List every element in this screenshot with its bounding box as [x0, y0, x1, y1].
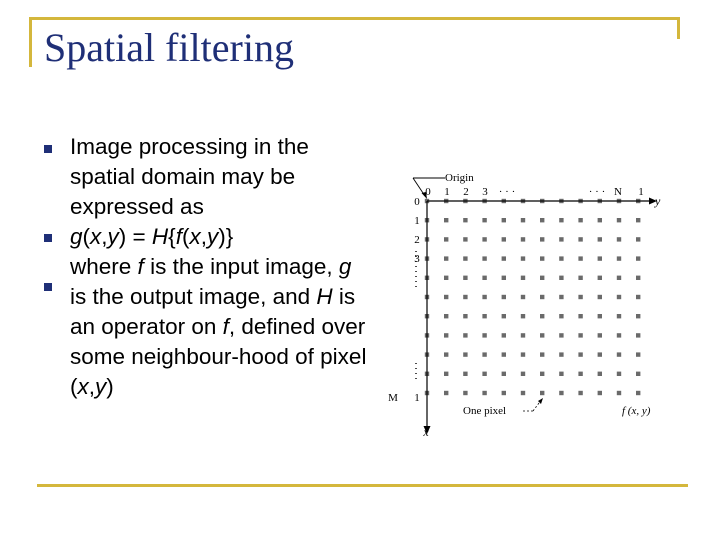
pixel-dot	[540, 333, 544, 337]
pixel-dot	[578, 276, 582, 280]
pixel-dot	[617, 218, 621, 222]
pixel-dot	[482, 391, 486, 395]
pixel-dot	[578, 295, 582, 299]
left-tick-label: 1	[414, 392, 420, 404]
pixel-dot	[559, 237, 563, 241]
one-pixel-label: One pixel	[463, 405, 507, 417]
bullet-list	[70, 132, 370, 402]
pixel-dot	[617, 391, 621, 395]
top-tick-label: 1	[638, 186, 644, 198]
pixel-dot	[617, 314, 621, 318]
pixel-dot	[463, 256, 467, 260]
pixel-dot	[521, 391, 525, 395]
bullet-text: where f is the input image, g is the output image, and H is an operator on f, defined over some neighbour-hood of pixel (x,y)	[70, 254, 367, 399]
pixel-dot	[463, 372, 467, 376]
top-tick-label: 0	[425, 186, 431, 198]
pixel-dot	[540, 372, 544, 376]
pixel-dot	[636, 237, 640, 241]
pixel-dot	[578, 391, 582, 395]
pixel-dot	[617, 256, 621, 260]
pixel-dot	[482, 237, 486, 241]
fxy-label: f (x, y)	[622, 405, 651, 417]
left-tick-label: M	[388, 392, 398, 404]
bullet-equation: g(x,y) = H{f(x,y)}	[70, 224, 234, 249]
top-tick-label: 2	[463, 186, 469, 198]
pixel-dot	[502, 256, 506, 260]
pixel-dot	[578, 333, 582, 337]
top-tick-label: N	[614, 186, 622, 198]
pixel-dot	[521, 333, 525, 337]
pixel-dot	[444, 237, 448, 241]
pixel-dot	[559, 333, 563, 337]
pixel-dot	[502, 237, 506, 241]
pixel-dot	[598, 391, 602, 395]
pixel-dot	[444, 218, 448, 222]
pixel-dot	[463, 333, 467, 337]
pixel-dot	[540, 391, 544, 395]
diagram-axes	[413, 178, 657, 434]
pixel-dot	[521, 276, 525, 280]
pixel-dot	[521, 352, 525, 356]
x-axis-label: x	[423, 425, 429, 439]
pixel-dot	[482, 372, 486, 376]
pixel-dot	[482, 333, 486, 337]
pixel-dot	[502, 314, 506, 318]
pixel-dot	[502, 372, 506, 376]
bottom-rule	[37, 484, 688, 487]
pixel-dot	[540, 237, 544, 241]
pixel-dot	[540, 352, 544, 356]
pixel-dot	[463, 276, 467, 280]
pixel-dot	[444, 295, 448, 299]
pixel-dot	[578, 237, 582, 241]
pixel-dot	[540, 295, 544, 299]
bullet-marker	[44, 234, 52, 242]
pixel-dot	[578, 314, 582, 318]
pixel-dot	[482, 218, 486, 222]
origin-label: Origin	[445, 172, 474, 184]
pixel-dot	[559, 352, 563, 356]
pixel-dot	[559, 314, 563, 318]
top-tick-label: 1	[444, 186, 450, 198]
pixel-dot-grid	[425, 199, 641, 395]
bullet-marker	[44, 145, 52, 153]
pixel-dot	[463, 237, 467, 241]
pixel-dot	[463, 352, 467, 356]
pixel-dot	[617, 333, 621, 337]
pixel-dot	[559, 372, 563, 376]
pixel-dot	[502, 218, 506, 222]
pixel-dot	[482, 276, 486, 280]
pixel-dot	[444, 276, 448, 280]
pixel-dot	[578, 372, 582, 376]
pixel-dot	[540, 314, 544, 318]
pixel-dot	[502, 333, 506, 337]
pixel-dot	[502, 295, 506, 299]
pixel-dot	[598, 218, 602, 222]
pixel-dot	[636, 391, 640, 395]
pixel-dot	[578, 218, 582, 222]
pixel-dot	[444, 372, 448, 376]
pixel-dot	[598, 256, 602, 260]
pixel-dot	[636, 372, 640, 376]
pixel-dot	[636, 256, 640, 260]
pixel-dot	[482, 256, 486, 260]
bullet-text: Image processing in the spatial domain may be expressed as	[70, 134, 309, 219]
pixel-dot	[617, 352, 621, 356]
pixel-grid-diagram	[383, 163, 668, 448]
pixel-dot	[598, 372, 602, 376]
pixel-dot	[482, 314, 486, 318]
pixel-dot	[444, 256, 448, 260]
pixel-dot	[540, 256, 544, 260]
pixel-dot	[540, 218, 544, 222]
left-border-line	[29, 17, 32, 67]
pixel-dot	[636, 352, 640, 356]
pixel-dot	[598, 333, 602, 337]
pixel-dot	[617, 237, 621, 241]
pixel-dot	[617, 372, 621, 376]
pixel-dot	[617, 295, 621, 299]
pixel-dot	[463, 218, 467, 222]
pixel-dot	[521, 314, 525, 318]
bullet-marker	[44, 283, 52, 291]
pixel-dot	[521, 256, 525, 260]
pixel-dot	[636, 333, 640, 337]
pixel-dot	[598, 352, 602, 356]
top-tick-label: 3	[482, 186, 488, 198]
pixel-dot	[578, 352, 582, 356]
top-tick-label: · · ·	[498, 186, 516, 198]
pixel-dot	[617, 276, 621, 280]
right-border-tick	[677, 17, 680, 39]
pixel-dot	[444, 391, 448, 395]
pixel-dot	[559, 295, 563, 299]
pixel-dot	[636, 314, 640, 318]
pixel-dot	[521, 237, 525, 241]
pixel-dot	[559, 276, 563, 280]
pixel-dot	[598, 295, 602, 299]
pixel-dot	[559, 391, 563, 395]
pixel-dot	[444, 333, 448, 337]
pixel-dot	[598, 276, 602, 280]
top-border-line	[29, 17, 679, 20]
pixel-dot	[463, 314, 467, 318]
pixel-dot	[502, 391, 506, 395]
pixel-dot	[482, 295, 486, 299]
pixel-dot	[444, 314, 448, 318]
pixel-dot	[521, 372, 525, 376]
left-tick-label: 2	[414, 234, 420, 246]
pixel-dot	[636, 295, 640, 299]
top-tick-label: · · ·	[588, 186, 606, 198]
y-axis-label: y	[655, 194, 661, 208]
pixel-dot	[559, 256, 563, 260]
pixel-dot	[636, 276, 640, 280]
left-tick-label: 1	[414, 215, 420, 227]
pixel-dot	[540, 276, 544, 280]
pixel-dot	[598, 314, 602, 318]
pixel-dot	[578, 256, 582, 260]
pixel-dot	[636, 218, 640, 222]
pixel-dot	[463, 295, 467, 299]
pixel-dot	[463, 391, 467, 395]
pixel-dot	[482, 352, 486, 356]
pixel-dot	[521, 218, 525, 222]
pixel-dot	[444, 352, 448, 356]
pixel-dot	[559, 218, 563, 222]
left-tick-label: 0	[414, 196, 420, 208]
pixel-dot	[598, 237, 602, 241]
pixel-dot	[502, 276, 506, 280]
diagram-labels	[388, 172, 661, 439]
slide-title: Spatial filtering	[44, 25, 294, 70]
pixel-dot	[521, 295, 525, 299]
left-tick-label: 3	[414, 253, 420, 265]
pixel-dot	[502, 352, 506, 356]
